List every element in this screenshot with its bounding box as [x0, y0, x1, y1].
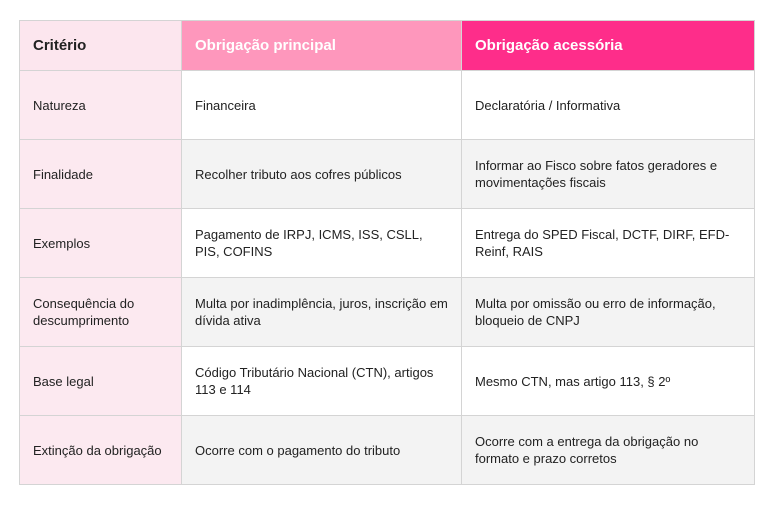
- criterio-cell: Consequência do descumprimento: [20, 278, 182, 347]
- acessoria-cell: Mesmo CTN, mas artigo 113, § 2º: [462, 347, 755, 416]
- criterio-cell: Base legal: [20, 347, 182, 416]
- table-row: [20, 416, 755, 485]
- table-row: [20, 278, 755, 347]
- table-row: [20, 347, 755, 416]
- criterio-cell: Extinção da obrigação: [20, 416, 182, 485]
- table-row: [20, 209, 755, 278]
- header-row: [20, 21, 755, 71]
- table-row: [20, 140, 755, 209]
- comparison-table: [19, 20, 755, 485]
- criterio-cell: Exemplos: [20, 209, 182, 278]
- header-principal: Obrigação principal: [182, 21, 462, 71]
- principal-cell: Recolher tributo aos cofres públicos: [182, 140, 462, 209]
- principal-cell: Ocorre com o pagamento do tributo: [182, 416, 462, 485]
- table-row: [20, 71, 755, 140]
- header-acessoria: Obrigação acessória: [462, 21, 755, 71]
- principal-cell: Multa por inadimplência, juros, inscrição em dívida ativa: [182, 278, 462, 347]
- criterio-cell: Natureza: [20, 71, 182, 140]
- acessoria-cell: Ocorre com a entrega da obrigação no formato e prazo corretos: [462, 416, 755, 485]
- criterio-cell: Finalidade: [20, 140, 182, 209]
- acessoria-cell: Multa por omissão ou erro de informação, bloqueio de CNPJ: [462, 278, 755, 347]
- principal-cell: Pagamento de IRPJ, ICMS, ISS, CSLL, PIS, COFINS: [182, 209, 462, 278]
- header-criterio: Critério: [20, 21, 182, 71]
- principal-cell: Financeira: [182, 71, 462, 140]
- acessoria-cell: Informar ao Fisco sobre fatos geradores e movimentações fiscais: [462, 140, 755, 209]
- principal-cell: Código Tributário Nacional (CTN), artigos 113 e 114: [182, 347, 462, 416]
- acessoria-cell: Declaratória / Informativa: [462, 71, 755, 140]
- acessoria-cell: Entrega do SPED Fiscal, DCTF, DIRF, EFD-Reinf, RAIS: [462, 209, 755, 278]
